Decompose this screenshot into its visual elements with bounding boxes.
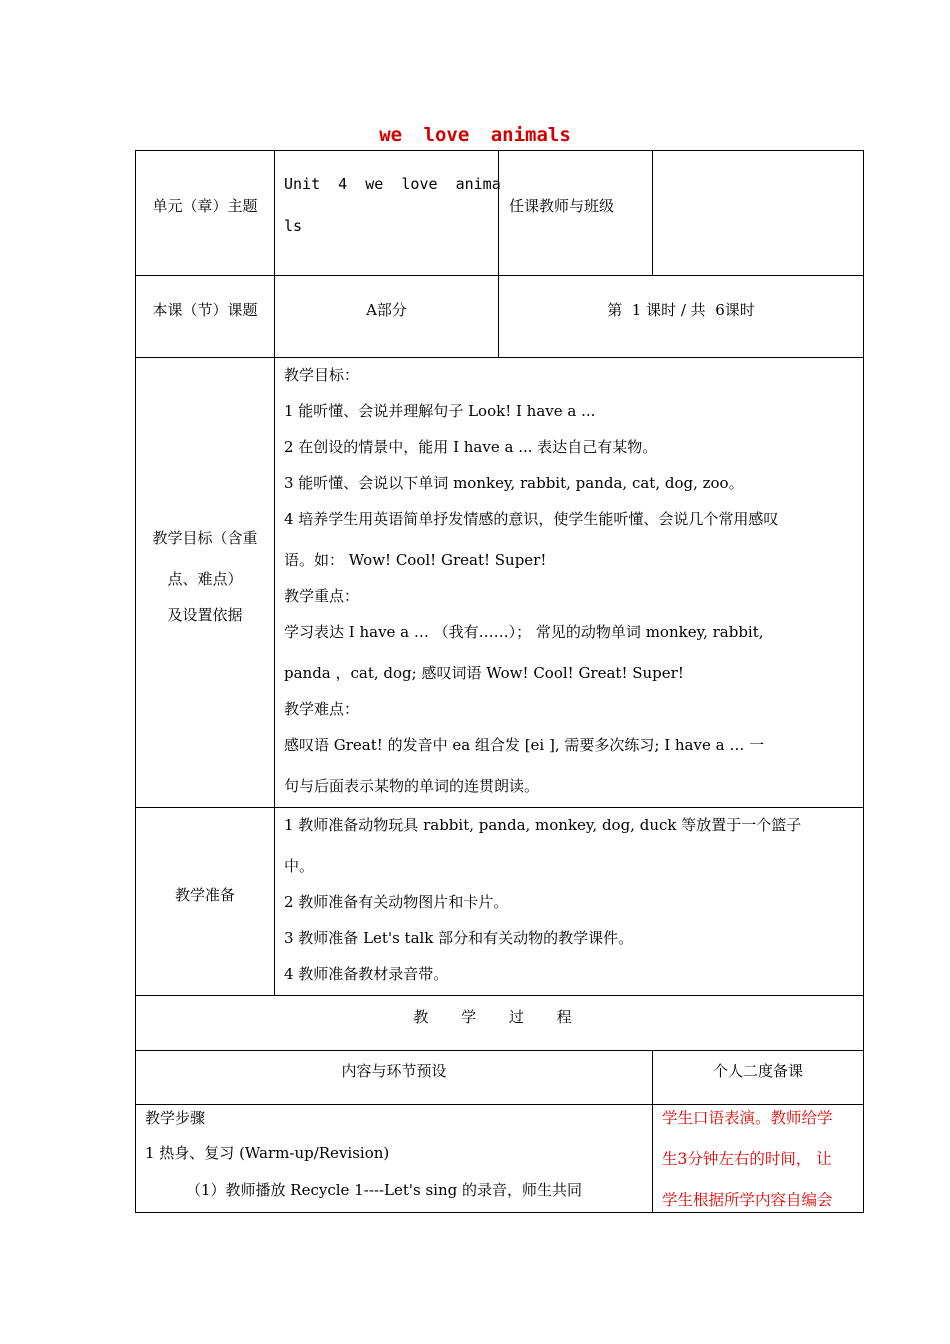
prep-item-2: 2 教师准备有关动物图片和卡片。 [284,893,509,911]
unit-value-line1: Unit 4 we love anima [284,175,501,193]
goal-item-4-cont: 语。如： Wow! Cool! Great! Super! [284,551,547,569]
step-warmup-detail: （1）教师播放 Recycle 1----Let's sing 的录音，师生共同 [186,1181,583,1199]
prep-item-4: 4 教师准备教材录音带。 [284,965,449,983]
column-header-content: 内容与环节预设 [341,1062,447,1080]
difficulties-line2: 句与后面表示某物的单词的连贯朗读。 [284,777,540,795]
goal-item-4: 4 培养学生用英语简单抒发情感的意识，使学生能听懂、会说几个常用感叹 [284,510,779,528]
prep-item-3: 3 教师准备 Let's talk 部分和有关动物的教学课件。 [284,929,634,947]
lesson-period: 第 1 课时 / 共 6课时 [607,301,755,319]
teacher-class-label: 任课教师与班级 [509,197,615,215]
steps-heading: 教学步骤 [145,1109,206,1127]
key-points-heading: 教学重点： [284,587,360,605]
prep-item-1-cont: 中。 [284,857,315,875]
note-line2: 生3分钟左右的时间， 让 [662,1150,832,1168]
prep-label: 教学准备 [174,886,235,904]
unit-label: 单元（章）主题 [152,197,258,215]
step-warmup: 1 热身、复习 (Warm-up/Revision) [145,1144,390,1162]
key-points-line2: panda ，cat, dog; 感叹词语 Wow! Cool! Great! Super! [284,664,684,682]
key-points-line1: 学习表达 I have a … （我有……）； 常见的动物单词 monkey, rabbit, [284,623,764,641]
goals-label-line2: 点、难点） [167,570,243,588]
goal-item-3: 3 能听懂、会说以下单词 monkey, rabbit, panda, cat, dog, zoo。 [284,474,744,492]
prep-item-1: 1 教师准备动物玩具 rabbit, panda, monkey, dog, duck 等放置于一个篮子 [284,816,802,834]
lesson-label: 本课（节）课题 [152,301,258,319]
column-header-notes: 个人二度备课 [712,1062,803,1080]
goals-heading: 教学目标： [284,366,360,384]
document-title: we love animals [379,124,571,146]
unit-value-line2: ls [284,217,303,235]
note-line1: 学生口语表演。教师给学 [662,1109,833,1127]
lesson-value: A部分 [366,301,407,319]
process-heading: 教 学 过 程 [413,1008,586,1026]
goal-item-2: 2 在创设的情景中，能用 I have a ... 表达自己有某物。 [284,438,658,456]
difficulties-heading: 教学难点： [284,700,360,718]
difficulties-line1: 感叹语 Great! 的发音中 ea 组合发 [ei ], 需要多次练习; I have a … 一 [284,736,765,754]
goals-label-line3: 及设置依据 [167,606,243,624]
goal-item-1: 1 能听懂、会说并理解句子 Look! I have a ... [284,402,596,420]
note-line3: 学生根据所学内容自编会 [662,1191,833,1209]
goals-label-line1: 教学目标（含重 [152,529,258,547]
